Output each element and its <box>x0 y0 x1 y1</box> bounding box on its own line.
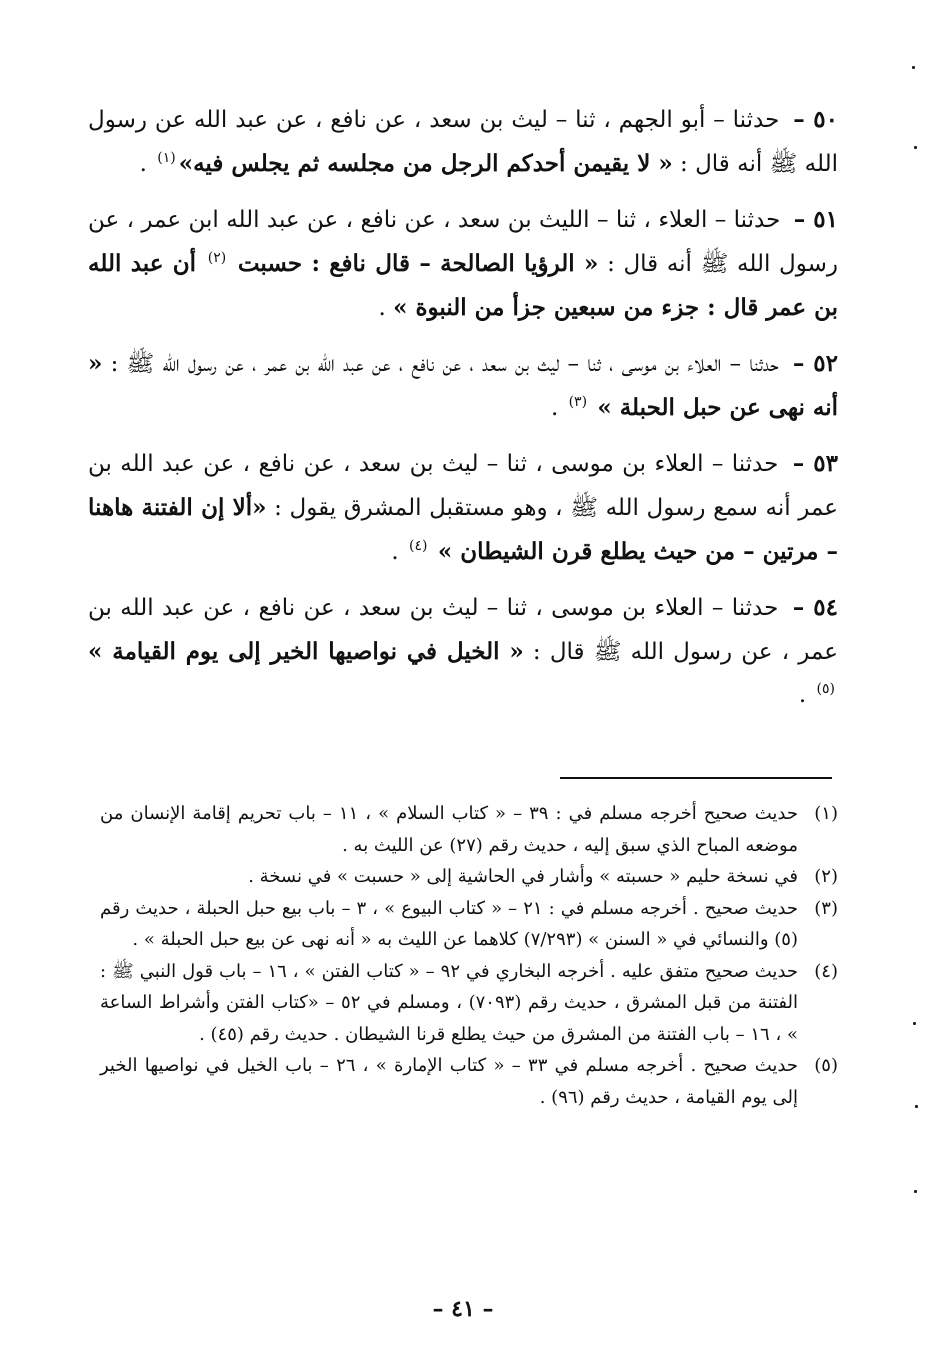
hadith-end: . <box>798 682 807 708</box>
footnote-mark: (٤) <box>814 960 838 982</box>
hadith-text: حدثنا – العلاء ، ثنا – الليث بن سعد ، عن نافع ، عن عبد الله ابن عمر ، عن رسول الله ﷺ أنه قال : <box>88 207 838 277</box>
footnote-mark: (٥) <box>814 1055 838 1076</box>
footnote-ref[interactable]: (٣) <box>568 394 588 411</box>
hadith-quote: « الخيل في نواصيها الخير إلى يوم القيامة » <box>88 638 524 665</box>
footnote-mark: (٣) <box>814 897 838 919</box>
hadith-number: ٥٤ – <box>792 594 838 621</box>
footnote-text: حديث صحيح متفق عليه . أخرجه البخاري في ٩٢ – « كتاب الفتن » ، ١٦ – باب قول النبي ﷺ : الفتنة من قبل المشرق ، حديث رقم (٧٠٩٣) ، ومسلم في ٥٢ – «كتاب الفتن وأشراط الساعة » ، ١٦ – باب الفتنة من المشرق من حيث يطلع قرنا الشيطان . حديث رقم (٤٥) . <box>100 960 799 1045</box>
hadith-text: حدثنا – أبو الجهم ، ثنا – ليث بن سعد ، عن نافع ، عن عبد الله عن رسول الله ﷺ أنه قال : <box>88 107 838 177</box>
hadith-text: حدثنا – العلاء بن موسى ، ثنا – ليث بن سعد ، عن نافع ، عن عبد الله بن عمر أنه سمع رسول الله ﷺ ، وهو مستقبل المشرق يقول : <box>88 451 838 521</box>
hadith-50 <box>88 98 838 186</box>
hadith-quote: «ألا إن الفتنة هاهنا – مرتين – من حيث يطلع قرن الشيطان » <box>88 494 838 565</box>
hadith-end: . <box>391 539 399 565</box>
hadith-quote: « أنه نهى عن حبل الحبلة » <box>88 350 838 421</box>
footnote-3 <box>100 893 838 956</box>
hadith-end: . <box>378 295 386 321</box>
hadith-52 <box>88 342 838 430</box>
scan-speck <box>914 1190 917 1193</box>
footnote-mark: (٢) <box>814 866 838 887</box>
scan-speck <box>914 146 917 149</box>
footnote-ref[interactable]: (٥) <box>816 681 835 698</box>
footnote-text: في نسخة حليم « حسبته » وأشار في الحاشية إلى « حسبت » في نسخة . <box>248 866 798 887</box>
hadith-quote: « الرؤيا الصالحة – قال نافع : حسبت <box>237 250 599 277</box>
footnote-5 <box>100 1050 838 1113</box>
hadith-quote: « لا يقيمن أحدكم الرجل من مجلسه ثم يجلس فيه» <box>178 150 673 177</box>
footnote-text: حديث صحيح أخرجه مسلم في : ٣٩ – « كتاب السلام » ، ١١ – باب تحريم إقامة الإنسان من موضعه المباح الذي سبق إليه ، حديث رقم (٢٧) عن الليث به . <box>100 803 798 856</box>
hadith-51 <box>88 198 838 330</box>
footnote-ref[interactable]: (١) <box>157 150 176 167</box>
footnote-2 <box>100 861 838 893</box>
hadith-list <box>88 98 838 729</box>
footnote-ref[interactable]: (٢) <box>207 250 227 267</box>
hadith-number: ٥٣ – <box>792 450 838 477</box>
footnote-mark: (١) <box>814 803 838 824</box>
hadith-54 <box>88 586 838 717</box>
hadith-number: ٥٢ – <box>792 350 839 377</box>
footnote-ref[interactable]: (٤) <box>409 538 428 555</box>
scan-speck <box>915 1105 918 1108</box>
hadith-number: ٥١ – <box>793 206 839 233</box>
page-number: – ٤١ – <box>432 1296 494 1322</box>
footnote-1 <box>100 798 838 861</box>
hadith-end: . <box>139 151 147 177</box>
footnotes <box>100 798 838 1113</box>
footnote-text: حديث صحيح . أخرجه مسلم في : ٢١ – « كتاب البيوع » ، ٣ – باب بيع حبل الحبلة ، حديث رقم (٥) والنسائي في « السنن » (٧/٢٩٣) كلاهما عن الليث به « أنه نهى عن بيع حبل الحبلة » . <box>100 897 798 950</box>
hadith-number: ٥٠ – <box>793 106 838 133</box>
footnote-4 <box>100 956 838 1051</box>
hadith-quote-continued: أن عبد الله بن عمر قال : جزء من سبعين جزأ من النبوة » <box>88 250 838 321</box>
hadith-text: حدثنا – العلاء بن موسى ، ثنا – ليث بن سعد ، عن نافع ، عن عبد الله بن عمر ، عن رسول الله ﷺ قال : <box>88 595 838 665</box>
scan-speck <box>913 1022 916 1025</box>
footnote-text: حديث صحيح . أخرجه مسلم في ٣٣ – « كتاب الإمارة » ، ٢٦ – باب الخيل في نواصيها الخير إلى يوم القيامة ، حديث رقم (٩٦) . <box>100 1055 798 1108</box>
footnote-separator <box>560 777 832 779</box>
hadith-end: . <box>550 395 559 421</box>
hadith-text: حدثنا – العلاء بن موسى ، ثنا – ليث بن سعد ، عن نافع ، عن عبد الله بن عمر ، عن رسول الله ﷺ : <box>110 351 779 377</box>
scan-speck <box>912 66 915 69</box>
hadith-53 <box>88 442 838 574</box>
